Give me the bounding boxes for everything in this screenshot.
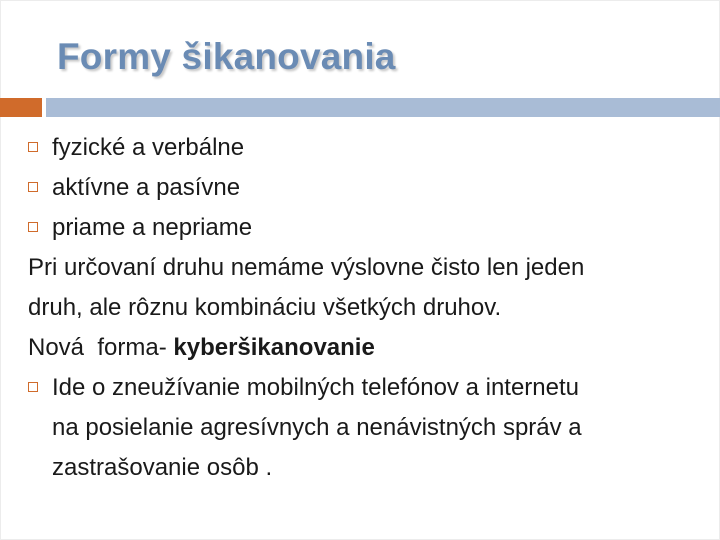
bullet-text: aktívne a pasívne bbox=[52, 174, 241, 201]
paragraph-line: Pri určovaní druhu nemáme výslovne čisto len jeden bbox=[28, 254, 585, 281]
bullet-item bbox=[28, 168, 698, 208]
paragraph-line: druh, ale rôznu kombináciu všetkých druhov. bbox=[28, 294, 502, 321]
bullet-text: fyzické a verbálne bbox=[52, 134, 245, 161]
sub-bullet-line: na posielanie agresívnych a nenávistných správ a bbox=[52, 414, 582, 441]
square-bullet-icon bbox=[28, 142, 38, 152]
bullet-item bbox=[28, 128, 698, 168]
title-accent-bar bbox=[0, 98, 42, 117]
square-bullet-icon bbox=[28, 382, 38, 392]
square-bullet-icon bbox=[28, 222, 38, 232]
sub-bullet-item bbox=[28, 368, 698, 488]
sub-bullet-line: Ide o zneužívanie mobilných telefónov a internetu bbox=[52, 374, 580, 401]
bullet-text: priame a nepriame bbox=[52, 214, 253, 241]
sub-bullet-line: zastrašovanie osôb . bbox=[52, 454, 273, 481]
new-form-prefix: Nová forma- bbox=[28, 334, 174, 361]
bullet-item bbox=[28, 208, 698, 248]
square-bullet-icon bbox=[28, 182, 38, 192]
new-form-line bbox=[28, 328, 698, 368]
title-underline-bar bbox=[46, 98, 720, 117]
slide-content bbox=[28, 128, 698, 488]
new-form-keyword: kyberšikanovanie bbox=[173, 334, 375, 361]
slide-title: Formy šikanovania bbox=[57, 36, 396, 77]
